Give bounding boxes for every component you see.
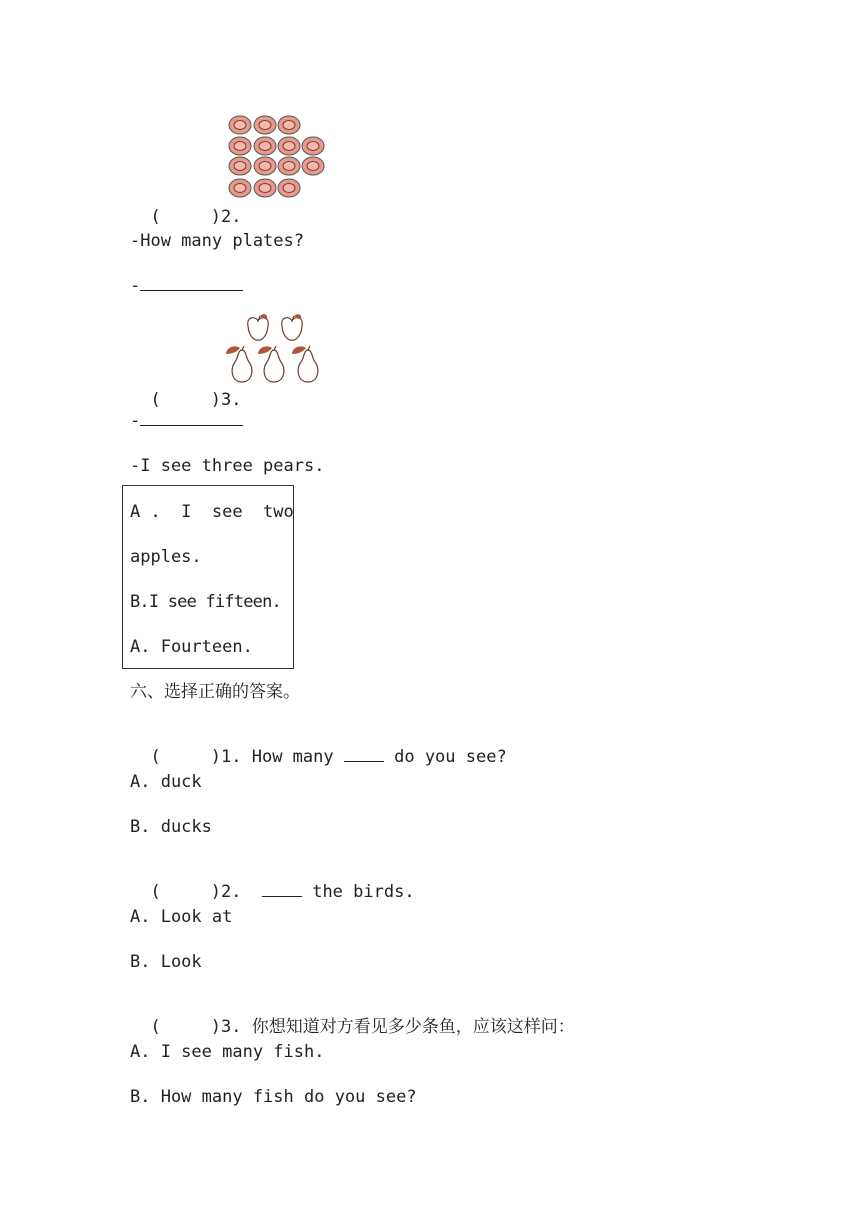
fill-blank[interactable] bbox=[344, 747, 384, 762]
plate-icon bbox=[302, 157, 324, 175]
plate-icon bbox=[278, 137, 300, 155]
question-3 bbox=[130, 370, 241, 410]
option-a-line2: apples. bbox=[130, 547, 202, 567]
plate-icon bbox=[302, 137, 324, 155]
answer-paren[interactable]: ( ) bbox=[150, 747, 221, 767]
plate-icon bbox=[254, 179, 276, 197]
section-heading: 六、选择正确的答案。 bbox=[130, 682, 300, 702]
pear-icon bbox=[258, 346, 284, 382]
p6-q3-option-a: A. I see many fish. bbox=[130, 1042, 325, 1062]
p6-q1-option-b: B. ducks bbox=[130, 817, 212, 837]
question-number: 2. bbox=[220, 207, 242, 227]
answer-paren[interactable]: ( ) bbox=[150, 390, 221, 410]
p6-q2-option-a: A. Look at bbox=[130, 907, 233, 927]
plate-icon bbox=[229, 137, 251, 155]
option-a-line1: A . I see two bbox=[130, 502, 294, 522]
p6-question-3: ( )3. 你想知道对方看见多少条鱼，应该这样问： bbox=[150, 1017, 575, 1037]
pear-icon bbox=[292, 346, 318, 382]
p6-question-1: ( )1. How many do you see? bbox=[150, 747, 507, 767]
plate-icon bbox=[229, 116, 251, 134]
fill-blank[interactable] bbox=[262, 882, 302, 897]
p6-q1-option-a: A. duck bbox=[130, 772, 202, 792]
plate-icon bbox=[278, 157, 300, 175]
answer-line-3[interactable]: - bbox=[130, 411, 243, 431]
plate-icon bbox=[229, 157, 251, 175]
plate-icon bbox=[278, 116, 300, 134]
answer-line-2[interactable]: - bbox=[130, 276, 243, 296]
p6-question-2: ( )2. the birds. bbox=[150, 882, 415, 902]
p6-q2-option-b: B. Look bbox=[130, 952, 202, 972]
options-box bbox=[122, 485, 294, 669]
option-b: B.I see fifteen. bbox=[130, 592, 281, 612]
p6-q3-option-b: B. How many fish do you see? bbox=[130, 1087, 417, 1107]
answer-paren[interactable]: ( ) bbox=[150, 1017, 221, 1037]
question-number: 3. bbox=[220, 390, 242, 410]
plate-icon bbox=[254, 137, 276, 155]
answer-paren[interactable]: ( ) bbox=[150, 207, 221, 227]
plates-picture bbox=[226, 114, 330, 200]
plate-icon bbox=[254, 116, 276, 134]
question-2 bbox=[130, 187, 241, 227]
option-a2: A. Fourteen. bbox=[130, 637, 253, 657]
answer-paren[interactable]: ( ) bbox=[150, 882, 221, 902]
plate-icon bbox=[278, 179, 300, 197]
apple-icon bbox=[248, 314, 269, 340]
question-2-text: -How many plates? bbox=[130, 231, 304, 251]
question-3-reply: -I see three pears. bbox=[130, 456, 325, 476]
apple-icon bbox=[282, 314, 303, 340]
plate-icon bbox=[254, 157, 276, 175]
